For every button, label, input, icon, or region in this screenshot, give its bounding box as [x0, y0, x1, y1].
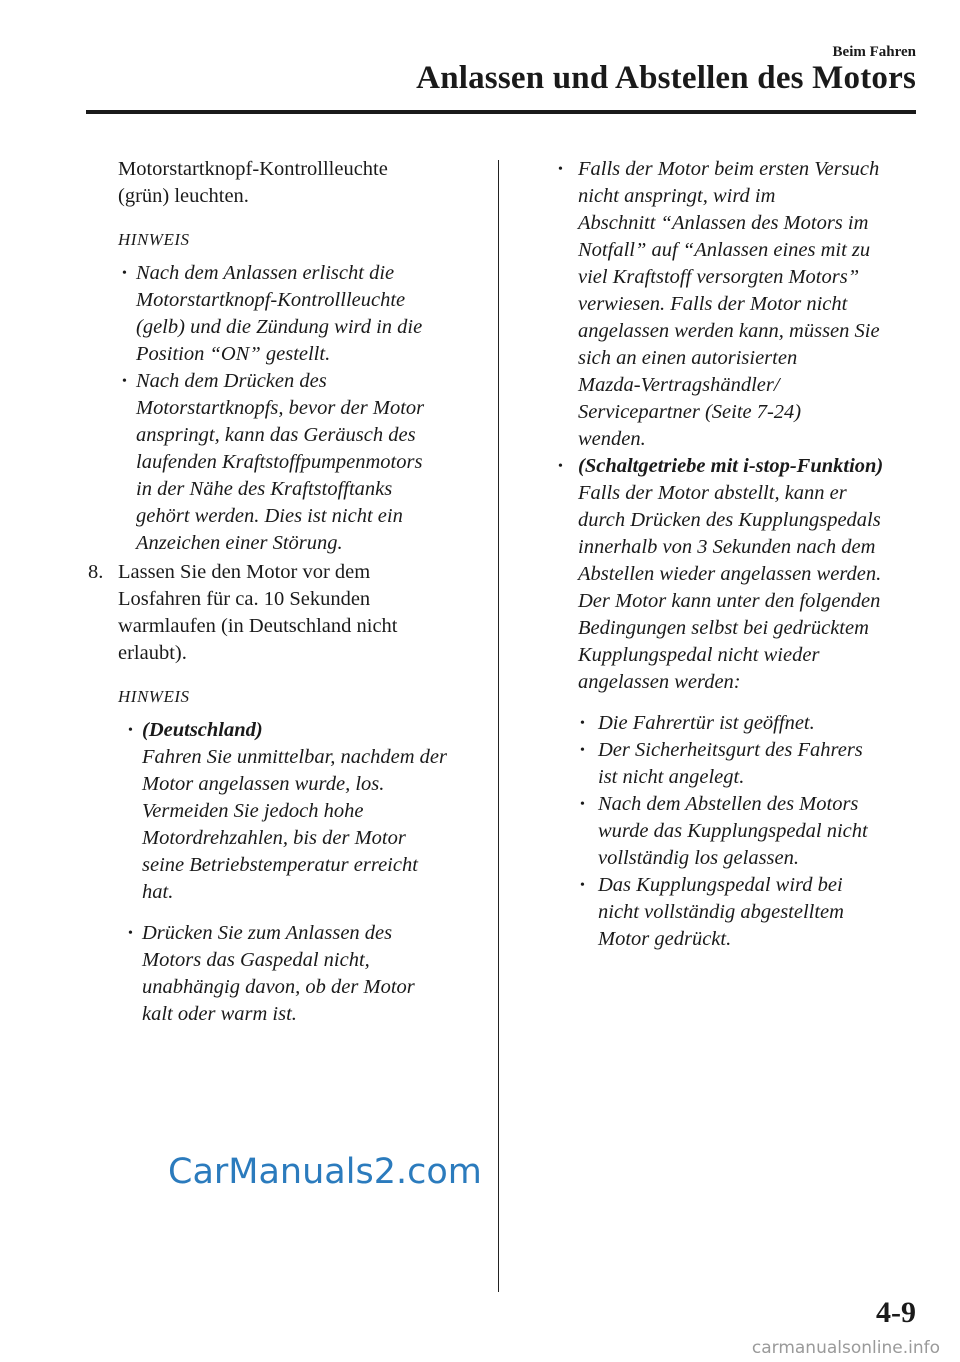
sub-item: • Der Sicherheitsgurt des Fahrers ist nicht angelegt. [580, 739, 863, 788]
note-item: • Nach dem Anlassen erlischt die Motorstartknopf-Kontrollleuchte (gelb) und die Zündung wird in die Position “ON” gestellt. [122, 262, 423, 365]
header-section: Beim Fahren [832, 44, 916, 60]
header-rule [86, 110, 916, 114]
bullet-icon: • [128, 926, 133, 941]
note-list [118, 260, 480, 557]
bullet-icon: • [128, 723, 133, 738]
bullet-icon: • [122, 266, 127, 281]
note-heading: HINWEIS [118, 230, 190, 249]
bullet-icon: • [558, 162, 563, 177]
note-item: • Nach dem Drücken des Motorstartknopfs, bevor der Motor anspringt, kann das Geräusch des laufenden Kraftstoffpumpenmotors in der Nähe des Kraftstofftanks gehört werden. Dies ist nicht ein Anzeichen einer Störung. [122, 370, 425, 554]
note-list [124, 717, 480, 1028]
bullet-icon: • [122, 374, 127, 389]
bullet-icon: • [580, 878, 585, 893]
note-item: • (Deutschland) Fahren Sie unmittelbar, nachdem der Motor angelassen wurde, los. Vermeiden Sie jedoch hohe Motordrehzahlen, bis der Motor seine Betriebstemperatur erreicht hat. [128, 719, 447, 903]
sub-item: • Die Fahrertür ist geöffnet. [578, 710, 916, 737]
sub-list [578, 710, 916, 953]
bullet-icon: • [580, 716, 585, 731]
note-item: • Drücken Sie zum Anlassen des Motors das Gaspedal nicht, unabhängig davon, ob der Motor kalt oder warm ist. [128, 922, 415, 1025]
bullet-icon: • [580, 743, 585, 758]
column-divider [498, 160, 499, 1292]
step-8: 8. Lassen Sie den Motor vor dem Losfahren für ca. 10 Sekunden warmlaufen (in Deutschland nicht erlaubt). [88, 561, 398, 664]
sub-item: • Das Kupplungspedal wird bei nicht vollständig abgestelltem Motor gedrückt. [580, 874, 844, 950]
left-column [88, 156, 480, 1028]
note-item: • Falls der Motor beim ersten Versuch nicht anspringt, wird im Abschnitt “Anlassen des Motors im Notfall” auf “Anlassen eines mit zu viel Kraftstoff versorgten Motors” verwiesen. Falls der Motor nicht angelassen werden kann, müssen Sie sich an einen autorisierten Mazda-Vertragshändler/ Servicepartner (Seite 7-24) wenden. [558, 158, 880, 450]
continued-text: Motorstartknopf-Kontrollleuchte (grün) leuchten. [118, 158, 388, 207]
bullet-icon: • [580, 797, 585, 812]
note-subheading: (Deutschland) [142, 719, 263, 741]
page-number: 4-9 [876, 1296, 916, 1329]
note-item: • (Schaltgetriebe mit i-stop-Funktion) Falls der Motor abstellt, kann er durch Drücken des Kupplungspedals innerhalb von 3 Sekunden nach dem Abstellen wieder angelassen werden. Der Motor kann unter den folgenden Bedingungen selbst bei gedrücktem Kupplungspedal nicht wieder angelassen werden: [558, 455, 884, 693]
step-number: 8. [88, 561, 104, 583]
note-heading: HINWEIS [118, 687, 190, 706]
sub-item: • Nach dem Abstellen des Motors wurde das Kupplungspedal nicht vollständig los gelassen. [580, 793, 868, 869]
note-subheading: (Schaltgetriebe mit i-stop-Funktion) [578, 455, 884, 477]
bullet-icon: • [558, 459, 563, 474]
footer-watermark: carmanualsonline.info [751, 1338, 940, 1358]
watermark-link[interactable]: CarManuals2.com [168, 1152, 482, 1192]
page-title: Anlassen und Abstellen des Motors [416, 60, 916, 96]
right-column [556, 156, 916, 953]
